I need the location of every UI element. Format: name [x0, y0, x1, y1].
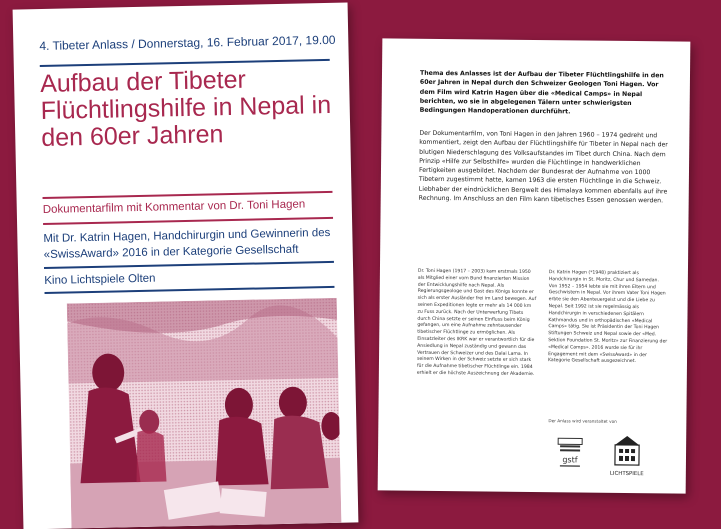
divider-blue-venue: [45, 286, 335, 294]
guest-speaker: Mit Dr. Katrin Hagen, Handchirurgin und Gewinnerin des «SwissAward» 2016 in der Kategorie Gesellschaft: [43, 226, 331, 261]
lichtspiele-logo-icon: [603, 433, 651, 480]
front-card: [13, 3, 359, 529]
divider-red-subtitle: [43, 217, 333, 225]
lichtspiele-logo-text: LICHTSPIELE: [609, 470, 644, 478]
back-card: [378, 38, 691, 493]
duotone-photo: [67, 298, 342, 529]
back-body-paragraph: Der Dokumentarfilm, von Toni Hagen in den Jahren 1960 – 1974 gedreht und kommentiert, zeigt den Aufbau der Flüchtlingshilfe für Tibeter in Nepal nach der blutigen Niederschlagung des Volksaufstandes im Tibet durch China. Nach dem Prinzip «Hilfe zur Selbsthilfe» wurden die Flüchtlinge in handwerklichen Fertigkeiten ausgebildet. Nachdem der Bundesrat der Aufnahme von 1000 Tibetern zugestimmt hatte, kamen 1963 die ersten Flüchtlinge in die Schweiz. Liebhaber der eindrücklichen Bergwelt des Himalaya kommen ebenfalls auf ihre Rechnung. Im Anschluss an den Film kann tibetisches Essen genossen werden.: [418, 129, 668, 205]
bio-toni-hagen: Dr. Toni Hagen (1917 – 2003) kam erstmals 1950 als Mitglied einer vom Bund finanzierten Mission der Entwicklungshilfe nach Nepal. Als Regierungsgeologe und Gast des Königs konnte er sich als erster Ausländer frei im Land bewegen. Auf seinen Expeditionen legte er mehr als 14 000 km zu Fuss zurück. Nach der Unterwerfung Tibets durch China setzte er seinen Einfluss beim König gefangen, um eine Aufnahme zehntausender tibetischer Flüchtlinge zu ermöglichen. Als Einsatzleiter des IKRK war er verantwortlich für die Ansiedlung in Nepal zuständig und gewann das Vertrauen der Schweizer und des Dalai Lama. In seinem Wirken in der Schweiz setzte er sich stark für die Aufnahme tibetischer Flüchtlinge ein. 1984 erhielt er die höchste Auszeichnung der Akademie.: [416, 268, 537, 377]
organizer-credits: Der Anlass wird veranstaltet von: [548, 418, 617, 424]
divider-red-title: [43, 191, 333, 199]
gstf-logo-text: gstf: [562, 455, 578, 465]
venue-name: Kino Lichtspiele Olten: [44, 272, 156, 287]
divider-blue-guest: [44, 261, 334, 269]
film-subtitle: Dokumentarfilm mit Kommentar von Dr. Toni Hagen: [42, 198, 306, 216]
event-title: Aufbau der Tibeter Flüchtlingshilfe in Nepal in den 60er Jahren: [39, 65, 332, 152]
bio-katrin-hagen: Dr. Katrin Hagen (*1948) praktiziert als Handchirurgin in St. Moritz, Chur und Samedan. Von 1952 – 1954 lebte sie mit ihren Eltern und Geschwistern in Nepal. Vor ihrem Vater Toni Hagen erbte sie den Abenteuergeist und die Liebe zu Nepal. Seit 1992 ist sie regelmässig als Handchirurgin in verschiedenen Spitälern Kathmandus und in orthopädischen «Medical Camps» tätig. Sie ist Präsidentin der Toni Hagen Stiftungen Schweiz und Nepal sowie der «Med. Sektion Foundation St. Moritz» zur Finanzierung der «Medical Camps». 2016 wurde sie für ihr Engagement mit dem «SwissAward» in der Kategorie Gesellschaft ausgezeichnet.: [547, 270, 668, 365]
bios-columns: [417, 269, 668, 380]
back-lead-paragraph: Thema des Anlasses ist der Aufbau der Tibeter Flüchtlingshilfe in den 60er Jahren in Nepal durch den Schweizer Geologen Toni Hagen. Vor dem Film wird Katrin Hagen über die «Medical Camps» in Nepal berichten, wo sie in abgelegenen Tälern unter schwierigsten Bedingungen Handoperationen durchführt.: [419, 69, 664, 116]
gstf-logo-icon: [554, 436, 586, 476]
event-date-line: 4. Tibeter Anlass / Donnerstag, 16. Februar 2017, 19.00: [39, 32, 336, 54]
